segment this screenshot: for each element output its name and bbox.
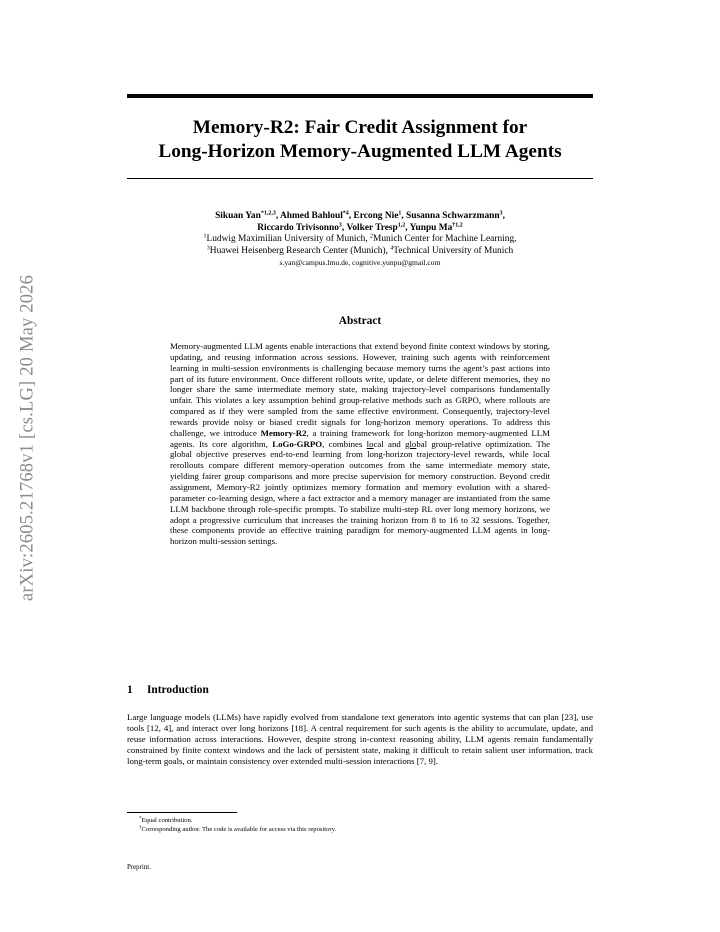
title-top-rule: [127, 94, 593, 98]
footnote: [139, 826, 593, 835]
abstract-text: cal and: [373, 438, 406, 449]
author-name: Susanna Schwarzmann: [406, 211, 500, 221]
author-name: Ahmed Bahloul: [280, 211, 343, 221]
abstract-text: Memory-augmented LLM agents enable interactions that extend beyond finite context windows by storing, updating, and reusing information across sessions. However, training such agents with reinforcement learning in multi-session environments is challenging because memory turns the agent’s past actions into part of its future environment. Once different rollouts write, update, or delete different memories, they no longer share the same intermediate memory state, making trajectory-level comparisons fundamentally unfair. This violates a key assumption behind group-relative methods such as GRPO, where rollouts are compared as if they were sampled from the same effective environment. Consequently, trajectory-level rewards provide noisy or biased credit signals for long-horizon memory operations. To address this challenge, we introduce: [170, 341, 550, 438]
footnote-mark: *: [139, 816, 142, 822]
author-name: Riccardo Trivisonno: [257, 222, 339, 233]
author-name: Volker Tresp: [346, 222, 398, 233]
affiliations: $^1$Ludwig Maximilian University of Munich, $^2$Munich Center for Machine Learning, $^3$Huawei Heisenberg Research Center (Munich), $^4$Technical University of Munich: [203, 233, 517, 256]
affiliation-mark: 4: [390, 245, 394, 251]
title-line-2: Long-Horizon Memory-Augmented LLM Agents: [158, 141, 562, 162]
method-name: Memory-R2: [260, 427, 307, 438]
footnote-rule: [127, 812, 237, 813]
affiliation-name: Technical University of Munich: [393, 245, 514, 256]
affiliation-mark: 2: [370, 233, 374, 240]
paper-title: [127, 116, 593, 164]
algorithm-name: LoGo-GRPO: [272, 438, 323, 449]
title-line-1: Memory-R2: Fair Credit Assignment for: [192, 117, 528, 138]
footnote-mark: †: [139, 825, 142, 831]
abstract-heading: Abstract: [338, 315, 382, 327]
author-block: [127, 211, 593, 269]
footnote: [139, 817, 593, 826]
author-marks: *4: [342, 210, 349, 217]
author-marks: 3: [499, 210, 503, 217]
arxiv-identifier-stamp: [12, 258, 44, 618]
author-emails: s.yan@campus.lmu.de, cognitive.yunpu@gmail.com: [279, 258, 441, 267]
abstract-text: bal group-relative optimization. The global objective preserves end-to-end learning from long-horizon trajectory-level rewards, while local rerollouts compare different memory-operation outcomes from the same intermediate memory state, yielding fairer group comparisons and more precise supervision for memory construction. Beyond credit assignment, Memory-R2 jointly optimizes memory formation and memory evolution with a shared-parameter co-learning design, where a fact extractor and a memory manager are instantiated from the same LLM backbone through role-specific prompts. To stabilize multi-step RL over long memory horizons, we adopt a progressive curriculum that increases the training horizon from 8 to 16 to 32 sessions. Together, these components provide an effective training paradigm for memory-augmented LLM agents in long-horizon multi-session settings.: [170, 438, 550, 547]
author-name: Sikuan Yan: [215, 211, 261, 221]
title-bottom-rule: [127, 178, 593, 179]
section-title: Introduction: [147, 684, 209, 696]
author-marks: *1,2,3: [260, 210, 276, 217]
footnotes: [139, 817, 593, 834]
author-marks: 3: [338, 222, 342, 228]
affiliation-name: Ludwig Maximilian University of Munich: [206, 234, 366, 244]
section-number: 1: [127, 684, 133, 696]
abstract-text: , combines: [322, 438, 367, 449]
affiliation-name: Huawei Heisenberg Research Center (Munich): [209, 245, 386, 256]
footnote-text: Equal contribution.: [141, 817, 193, 824]
global-underlined: glo: [405, 438, 417, 449]
preprint-footer: Preprint.: [127, 864, 151, 871]
author-name: Yunpu Ma: [409, 222, 453, 233]
affiliation-mark: 3: [206, 245, 210, 251]
author-marks: †1,2: [452, 222, 463, 228]
arxiv-id-text: arXiv:2605.21768v1 [cs.LG] 20 May 2026: [17, 274, 38, 602]
abstract-text: , a training framework for long-horizon memory-augmented LLM agents. Its core algorithm,: [170, 427, 550, 449]
author-marks: 1: [398, 210, 402, 217]
local-underlined: lo: [366, 438, 374, 449]
abstract-body: [170, 341, 550, 547]
affiliation-mark: 1: [203, 233, 207, 240]
author-name: Ercong Nie: [353, 211, 399, 221]
affiliation-name: Munich Center for Machine Learning: [373, 234, 515, 244]
footnote-text: Corresponding author. The code is available for access via this repository.: [141, 825, 337, 833]
author-names: Sikuan Yan$^{*1,2,3}$, Ahmed Bahloul$^{*4}$, Ercong Nie$^1$, Susanna Schwarzmann$^3$, Riccardo Trivisonno$^3$, Volker Tresp$^{1,2}$, Yunpu Ma$^{\dagger 1,2}$: [215, 210, 505, 233]
introduction-body: Large language models (LLMs) have rapidly evolved from standalone text generators into agentic systems that can plan [23], use tools [12, 4], and interact over long horizons [18]. A central requirement for such agents is the ability to accumulate, update, and reuse information across interactions. However, despite strong in-context reasoning ability, LLM agents remain fundamentally constrained by finite context windows and the lack of persistent state, making it difficult to retain salient user information, track long-term goals, or maintain consistency over extended multi-session interactions [7, 9].: [127, 712, 593, 766]
author-marks: 1,2: [397, 222, 406, 228]
section-heading-introduction: [127, 684, 593, 696]
